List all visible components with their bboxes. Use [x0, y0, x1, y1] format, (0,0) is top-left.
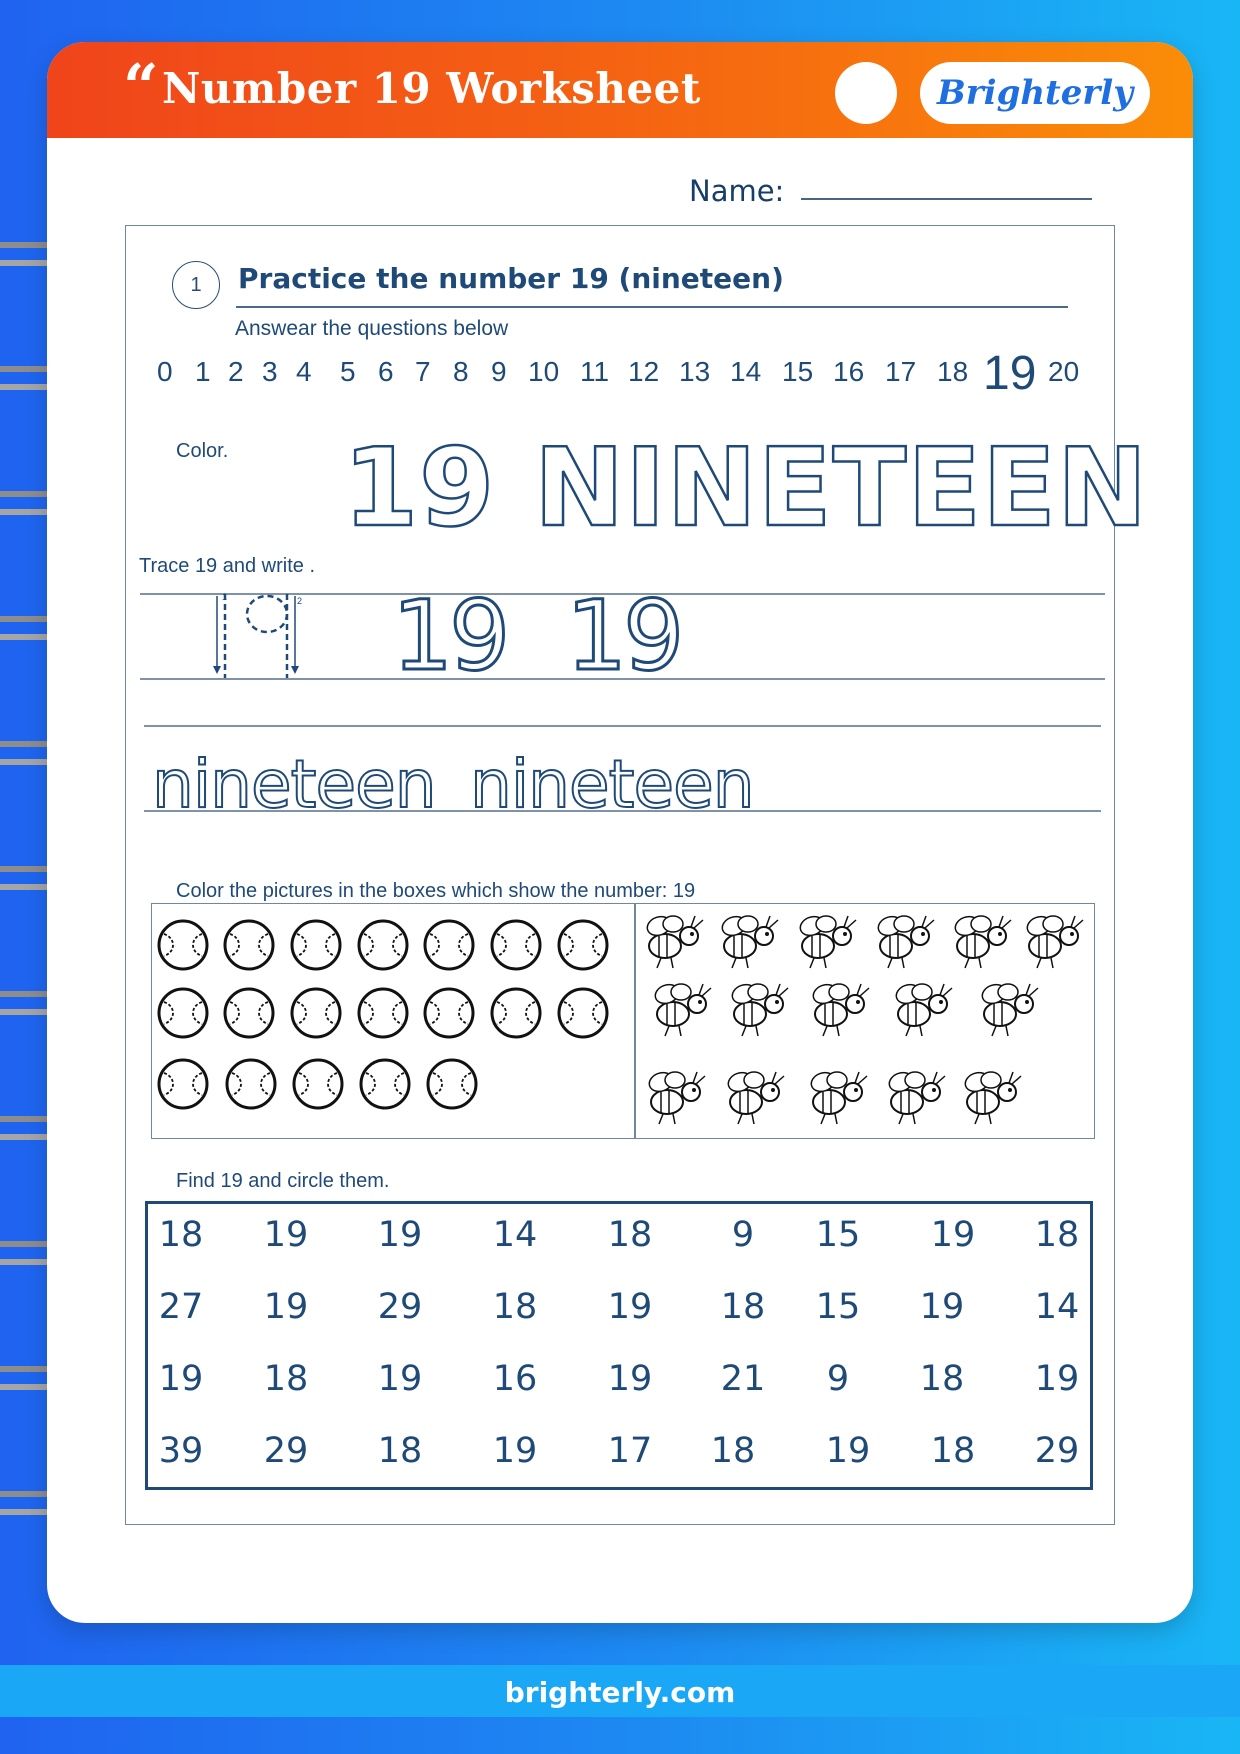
writing-guide-line: [144, 725, 1101, 727]
grid-cell[interactable]: 15: [815, 1215, 861, 1255]
question-title: Practice the number 19 (nineteen): [238, 262, 784, 295]
bee-icon: [1017, 908, 1089, 972]
pictures-instruction: Color the pictures in the boxes which show the number: 19: [176, 880, 696, 902]
baseball-icon: [156, 918, 210, 972]
grid-cell[interactable]: 29: [263, 1431, 309, 1471]
question-number-badge: 1: [172, 261, 220, 309]
number-line-item: 1: [195, 356, 211, 387]
baseball-icon: [489, 986, 543, 1040]
title-underline: [236, 306, 1068, 308]
grid-cell[interactable]: 19: [492, 1431, 538, 1471]
baseball-icon: [425, 1057, 479, 1111]
number-line-item: 4: [296, 356, 312, 387]
baseball-icon: [556, 918, 610, 972]
grid-cell[interactable]: 18: [930, 1431, 976, 1471]
grid-cell[interactable]: 18: [1034, 1215, 1080, 1255]
number-line-item: 16: [833, 356, 865, 387]
number-line-item: 5: [340, 356, 356, 387]
name-input-line[interactable]: [801, 198, 1092, 200]
number-line-item: 12: [628, 356, 660, 387]
worksheet-title: Number 19 Worksheet: [162, 64, 701, 113]
grid-cell[interactable]: 9: [731, 1215, 755, 1255]
number-line-item: 13: [679, 356, 711, 387]
number-line-item: 11: [580, 356, 610, 387]
baseball-icon: [224, 1057, 278, 1111]
brand-logo[interactable]: [920, 62, 1150, 124]
grid-cell[interactable]: 18: [492, 1287, 538, 1327]
footer-url[interactable]: brighterly.com: [504, 1676, 736, 1709]
baseball-icon: [289, 986, 343, 1040]
number-line-item: 7: [415, 356, 431, 387]
grid-cell[interactable]: 9: [826, 1359, 850, 1399]
pictures-divider: [634, 903, 636, 1139]
bee-icon: [801, 1064, 873, 1128]
brand-logo-text: Brighterly: [937, 73, 1133, 113]
grid-cell[interactable]: 19: [158, 1359, 204, 1399]
grid-cell[interactable]: 19: [607, 1359, 653, 1399]
grid-cell[interactable]: 27: [158, 1287, 204, 1327]
bee-icon: [639, 1064, 711, 1128]
name-label: Name:: [689, 174, 785, 208]
grid-cell[interactable]: 18: [158, 1215, 204, 1255]
grid-cell[interactable]: 18: [710, 1431, 756, 1471]
stroke-hint-1: 1: [222, 592, 228, 602]
grid-cell[interactable]: 19: [263, 1215, 309, 1255]
grid-cell[interactable]: 21: [720, 1359, 766, 1399]
grid-cell[interactable]: 19: [607, 1287, 653, 1327]
baseball-icon: [291, 1057, 345, 1111]
quote-icon: “: [123, 50, 159, 123]
baseball-icon: [422, 986, 476, 1040]
baseball-icon: [356, 986, 410, 1040]
grid-cell[interactable]: 19: [377, 1215, 423, 1255]
color-instruction: Color.: [176, 440, 229, 462]
number-line-item: 6: [378, 356, 394, 387]
worksheet-header: [47, 42, 1193, 138]
grid-cell[interactable]: 19: [919, 1287, 965, 1327]
grid-cell[interactable]: 14: [1034, 1287, 1080, 1327]
grid-cell[interactable]: 18: [263, 1359, 309, 1399]
number-line-item: 8: [453, 356, 469, 387]
trace-word[interactable]: nineteen: [470, 746, 754, 823]
bee-icon: [803, 976, 875, 1040]
bee-icon: [972, 976, 1044, 1040]
grid-cell[interactable]: 29: [1034, 1431, 1080, 1471]
bee-icon: [879, 1064, 951, 1128]
grid-cell[interactable]: 14: [492, 1215, 538, 1255]
trace-number[interactable]: 19: [566, 580, 681, 692]
number-line-item: 9: [491, 356, 507, 387]
trace-word[interactable]: nineteen: [152, 746, 436, 823]
grid-cell[interactable]: 19: [930, 1215, 976, 1255]
outline-number-word[interactable]: 19 NINETEEN: [343, 426, 1149, 551]
grid-cell[interactable]: 17: [607, 1431, 653, 1471]
trace-instruction: Trace 19 and write .: [139, 555, 316, 577]
grid-cell[interactable]: 18: [720, 1287, 766, 1327]
grid-cell[interactable]: 19: [377, 1359, 423, 1399]
baseball-icon: [489, 918, 543, 972]
bee-icon: [722, 976, 794, 1040]
baseball-icon: [289, 918, 343, 972]
bee-icon: [790, 908, 862, 972]
stroke-guide-icon: [205, 590, 305, 682]
number-line-item: 2: [228, 356, 244, 387]
number-line-item: 0: [157, 356, 173, 387]
grid-cell[interactable]: 39: [158, 1431, 204, 1471]
bee-icon: [955, 1064, 1027, 1128]
number-line-item: 14: [730, 356, 762, 387]
baseball-icon: [156, 986, 210, 1040]
grid-cell[interactable]: 18: [919, 1359, 965, 1399]
number-line-item: 15: [782, 356, 814, 387]
header-circle: [835, 62, 897, 124]
baseball-icon: [156, 1057, 210, 1111]
bee-icon: [945, 908, 1017, 972]
baseball-icon: [222, 918, 276, 972]
grid-cell[interactable]: 29: [377, 1287, 423, 1327]
number-line-item: 18: [937, 356, 969, 387]
number-line-item: 10: [528, 356, 560, 387]
number-line-item: 3: [262, 356, 278, 387]
bee-icon: [718, 1064, 790, 1128]
bee-icon: [886, 976, 958, 1040]
grid-cell[interactable]: 19: [1034, 1359, 1080, 1399]
grid-cell[interactable]: 19: [263, 1287, 309, 1327]
number-line-item: 20: [1048, 356, 1080, 387]
grid-cell[interactable]: 16: [492, 1359, 538, 1399]
baseball-icon: [556, 986, 610, 1040]
number-line-item: 17: [885, 356, 917, 387]
baseball-icon: [422, 918, 476, 972]
grid-cell[interactable]: 18: [607, 1215, 653, 1255]
baseball-icon: [358, 1057, 412, 1111]
grid-cell[interactable]: 15: [815, 1287, 861, 1327]
trace-number[interactable]: 19: [392, 580, 507, 692]
bee-icon: [637, 908, 709, 972]
number-line-highlight: 19: [983, 347, 1037, 400]
bee-icon: [868, 908, 940, 972]
question-subtitle: Answear the questions below: [235, 317, 509, 340]
find-instruction: Find 19 and circle them.: [176, 1170, 390, 1192]
grid-cell[interactable]: 19: [825, 1431, 871, 1471]
bee-icon: [645, 976, 717, 1040]
bee-icon: [712, 908, 784, 972]
baseball-icon: [356, 918, 410, 972]
grid-cell[interactable]: 18: [377, 1431, 423, 1471]
baseball-icon: [222, 986, 276, 1040]
stroke-hint-2: 2: [297, 596, 303, 606]
